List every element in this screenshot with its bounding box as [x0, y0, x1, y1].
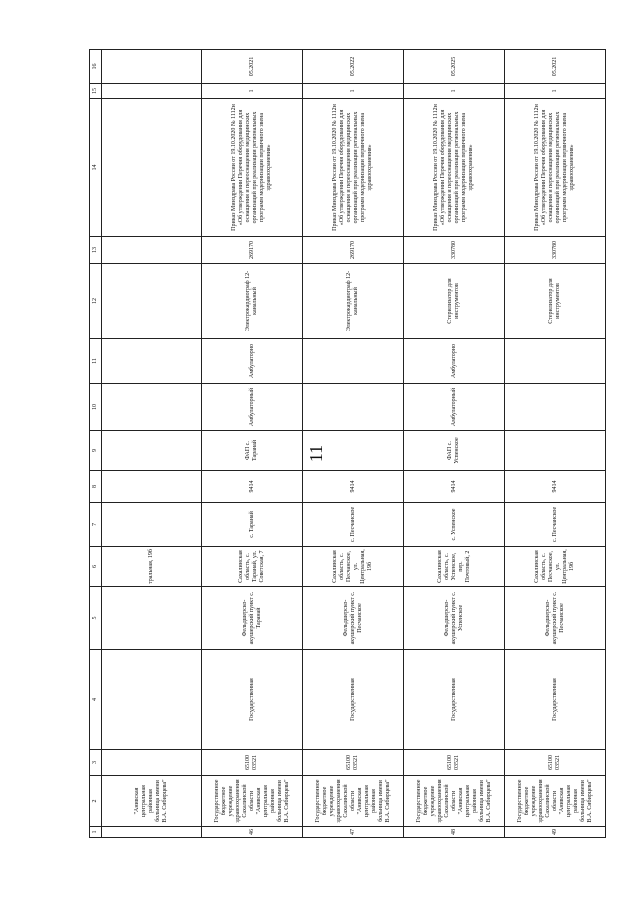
- fap-cell: [505, 431, 606, 471]
- ambulatory-cell: [303, 384, 404, 431]
- price-cell: 269170: [303, 237, 404, 264]
- code-cell: 65100 03521: [303, 750, 404, 776]
- form-cell: Государственная: [202, 650, 303, 750]
- ambulatory2-cell: Амбулаторно: [202, 339, 303, 384]
- date-cell: 05.2021: [505, 50, 606, 84]
- header-cell: 3: [90, 750, 102, 776]
- facility-cell: Фельдшерско-акушерский пункт с. Песчанское: [303, 587, 404, 650]
- locality-cell: с. Успенское: [404, 503, 505, 547]
- header-cell: 5: [90, 587, 102, 650]
- code-cell: 65100 03521: [202, 750, 303, 776]
- population-cell: 9414: [505, 471, 606, 503]
- header-cell: 1: [90, 827, 102, 838]
- equipment-cell: Электрокардиограф 12-канальный: [202, 264, 303, 339]
- equipment-cell: Стерилизатор для инструментов: [505, 264, 606, 339]
- header-cell: 14: [90, 99, 102, 237]
- code-cell: [102, 750, 202, 776]
- form-cell: Государственная: [505, 650, 606, 750]
- header-cell: 7: [90, 503, 102, 547]
- header-numbers-row: [90, 50, 102, 838]
- row-number-cell: 49: [505, 827, 606, 838]
- code-cell: 65100 03521: [505, 750, 606, 776]
- basis-cell: Приказ Минздрава России от 19.10.2020 № 1112н «Об утверждении Перечня оборудования для оснащения и переоснащения медицинских организаций при реализации региональных программ модернизации первичного звена здравоохранения»: [505, 99, 606, 237]
- price-cell: 330780: [505, 237, 606, 264]
- row-number-cell: 46: [202, 827, 303, 838]
- equipment-cell: Электрокардиограф 12-канальный: [303, 264, 404, 339]
- facility-cell: [102, 587, 202, 650]
- header-cell: 12: [90, 264, 102, 339]
- code-cell: 65100 03521: [404, 750, 505, 776]
- locality-cell: с. Таранай: [202, 503, 303, 547]
- fap-cell: ФАП с. Успенское: [404, 431, 505, 471]
- price-cell: [102, 237, 202, 264]
- basis-cell: Приказ Минздрава России от 19.10.2020 № 1112н «Об утверждении Перечня оборудования для оснащения и переоснащения медицинских организаций при реализации региональных программ модернизации первичного звена здравоохранения»: [202, 99, 303, 237]
- org-cell: Государственное бюджетное учреждение здравоохранения Сахалинской области "Анивская центральная районная больница имени В.А. Сибирцева": [404, 776, 505, 827]
- header-cell: 6: [90, 547, 102, 587]
- date-cell: 05.2025: [404, 50, 505, 84]
- date-cell: [102, 50, 202, 84]
- qty-cell: [102, 84, 202, 99]
- ambulatory2-cell: [505, 339, 606, 384]
- form-cell: Государственная: [404, 650, 505, 750]
- ambulatory-cell: Амбулаторный: [404, 384, 505, 431]
- header-cell: 15: [90, 84, 102, 99]
- table-row: [303, 50, 404, 838]
- price-cell: 330780: [404, 237, 505, 264]
- locality-cell: с. Песчанское: [303, 503, 404, 547]
- org-cell: "Анивская центральная районная больница имени В.А. Сибирцева": [102, 776, 202, 827]
- table-row: [202, 50, 303, 838]
- locality-cell: с. Песчанское: [505, 503, 606, 547]
- ambulatory-cell: [102, 384, 202, 431]
- address-cell: Сахалинская область, с. Успенское, пер. Почтовый, 2: [404, 547, 505, 587]
- ambulatory-cell: [505, 384, 606, 431]
- row-number-cell: 47: [303, 827, 404, 838]
- address-cell: Сахалинская область, с. Таранай, ул. Советская, 7: [202, 547, 303, 587]
- form-cell: Государственная: [303, 650, 404, 750]
- price-cell: 269170: [202, 237, 303, 264]
- qty-cell: 1: [202, 84, 303, 99]
- org-cell: Государственное бюджетное учреждение здравоохранения Сахалинской области "Анивская центральная районная больница имени В.А. Сибирцева": [202, 776, 303, 827]
- fap-cell: [303, 431, 404, 471]
- ambulatory2-cell: [303, 339, 404, 384]
- equipment-table: [89, 49, 606, 838]
- facility-cell: Фельдшерско-акушерский пункт с. Таранай: [202, 587, 303, 650]
- org-cell: Государственное бюджетное учреждение здравоохранения Сахалинской области "Анивская центральная районная больница имени В.А. Сибирцева": [303, 776, 404, 827]
- header-cell: 10: [90, 384, 102, 431]
- header-cell: 13: [90, 237, 102, 264]
- population-cell: [102, 471, 202, 503]
- org-cell: Государственное бюджетное учреждение здравоохранения Сахалинской области "Анивская центральная районная больница имени В.А. Сибирцева": [505, 776, 606, 827]
- date-cell: 05.2021: [202, 50, 303, 84]
- header-cell: 2: [90, 776, 102, 827]
- rotated-table-wrapper: [89, 50, 603, 838]
- table-row: [505, 50, 606, 838]
- equipment-cell: Стерилизатор для инструментов: [404, 264, 505, 339]
- basis-cell: Приказ Минздрава России от 19.10.2020 № 1112н «Об утверждении Перечня оборудования для оснащения и переоснащения медицинских организаций при реализации региональных программ модернизации первичного звена здравоохранения»: [404, 99, 505, 237]
- header-cell: 8: [90, 471, 102, 503]
- address-cell: тральная, 19б: [102, 547, 202, 587]
- header-cell: 11: [90, 339, 102, 384]
- header-cell: 16: [90, 50, 102, 84]
- ambulatory2-cell: [102, 339, 202, 384]
- table-row-partial: [102, 50, 202, 838]
- basis-cell: Приказ Минздрава России от 19.10.2020 № 1112н «Об утверждении Перечня оборудования для оснащения и переоснащения медицинских организаций при реализации региональных программ модернизации первичного звена здравоохранения»: [303, 99, 404, 237]
- qty-cell: 1: [505, 84, 606, 99]
- population-cell: 9414: [303, 471, 404, 503]
- fap-cell: ФАП с. Таранай: [202, 431, 303, 471]
- locality-cell: [102, 503, 202, 547]
- ambulatory-cell: Амбулаторный: [202, 384, 303, 431]
- page-number: 11: [306, 444, 327, 462]
- population-cell: 9414: [202, 471, 303, 503]
- qty-cell: 1: [303, 84, 404, 99]
- basis-cell: [102, 99, 202, 237]
- equipment-cell: [102, 264, 202, 339]
- date-cell: 05.2022: [303, 50, 404, 84]
- row-number-cell: 48: [404, 827, 505, 838]
- fap-cell: [102, 431, 202, 471]
- qty-cell: 1: [404, 84, 505, 99]
- facility-cell: Фельдшерско-акушерский пункт с. Песчанское: [505, 587, 606, 650]
- ambulatory2-cell: Амбулаторно: [404, 339, 505, 384]
- address-cell: Сахалинская область, с. Песчанское, ул. Центральная, 19б: [505, 547, 606, 587]
- row-number-cell: [102, 827, 202, 838]
- address-cell: Сахалинская область, с. Песчанское, ул. Центральная, 19б: [303, 547, 404, 587]
- form-cell: [102, 650, 202, 750]
- header-cell: 4: [90, 650, 102, 750]
- population-cell: 9414: [404, 471, 505, 503]
- header-cell: 9: [90, 431, 102, 471]
- facility-cell: Фельдшерско-акушерский пункт с. Успенское: [404, 587, 505, 650]
- table-row: [404, 50, 505, 838]
